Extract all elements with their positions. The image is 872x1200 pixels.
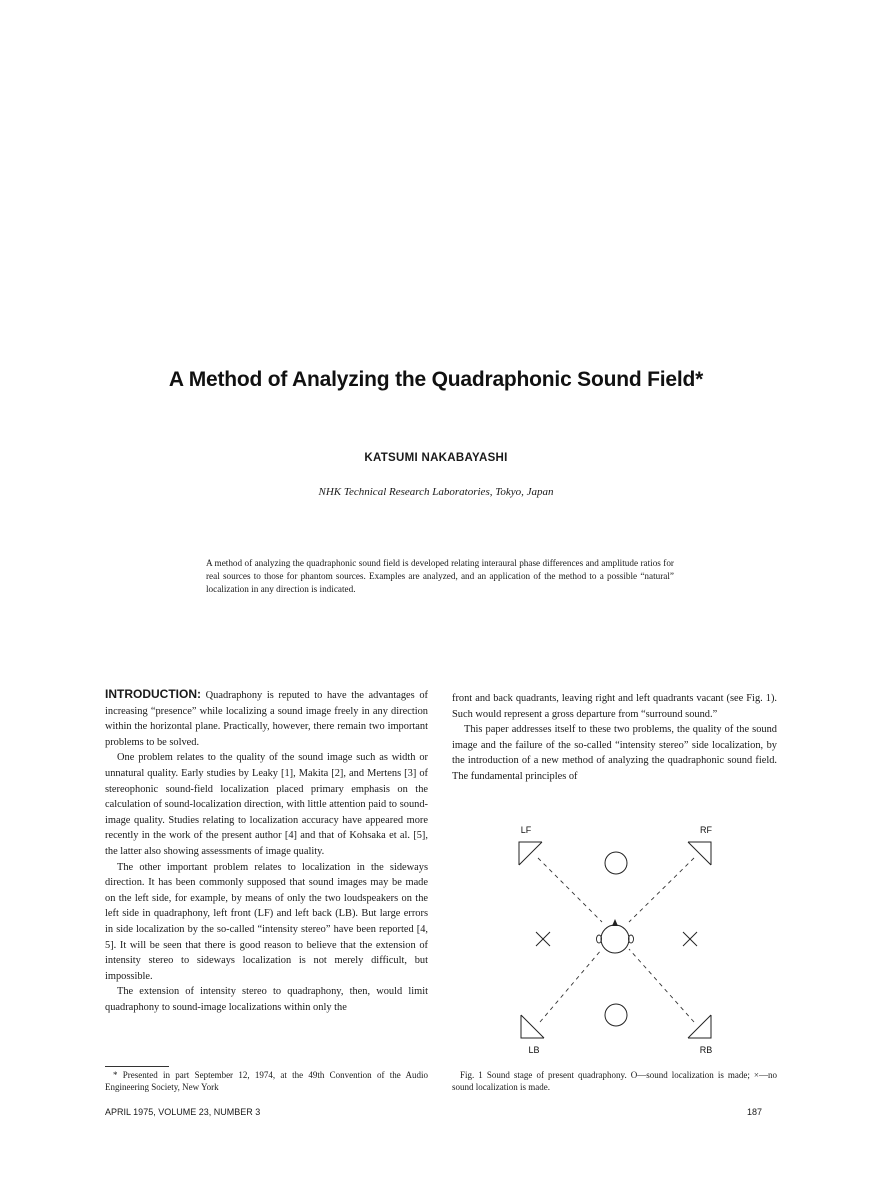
figure-caption: Fig. 1 Sound stage of present quadraphony. O—sound localization is made; ×—no sound localization is made.: [452, 1070, 777, 1092]
no-localization-x-icon: [683, 932, 697, 946]
author-name: KATSUMI NAKABAYASHI: [364, 452, 508, 464]
localization-circle-icon: [605, 852, 627, 874]
speaker-lb-icon: [521, 1015, 544, 1038]
label-lf: LF: [520, 825, 532, 835]
right-column: [452, 691, 777, 785]
figure-1-sound-stage: [498, 818, 738, 1058]
body-paragraph: front and back quadrants, leaving right and left quadrants vacant (see Fig. 1). Such would represent a gross departure from “surround sound.”: [452, 693, 777, 720]
left-column: [105, 687, 428, 1015]
speaker-lf-icon: [519, 842, 542, 865]
page-number: 187: [747, 1107, 763, 1117]
body-paragraph: This paper addresses itself to these two problems, the quality of the sound image and the failure of the so-called “intensity stereo” side localization, by the introduction of a new method of analyzing the quadraphonic sound field. The fundamental principles of: [452, 724, 777, 782]
body-paragraph: The other important problem relates to localization in the sideways direction. It has been commonly supposed that sound images may be made on the left side, for example, by means of only the two loudspeakers on the left side in quadraphony, left front (LF) and left back (LB). But large errors in side localization by the so-called “intensity stereo” have been reported [4, 5]. It will be seen that there is good reason to believe that the extension of intensity stereo to sideways localization is not merely difficult, but impossible.: [105, 861, 428, 982]
localization-circle-icon: [605, 1004, 627, 1026]
body-paragraph: The extension of intensity stereo to quadraphony, then, would limit quadraphony to sound-image localizations within only the: [105, 986, 428, 1013]
body-paragraph: One problem relates to the quality of the sound image such as width or unnatural quality. Early studies by Leaky [1], Makita [2], and Mertens [3] of stereophonic sound-field localization placed primary emphasis on the calculation of sound-localization direction, with little attention paid to sound-image quality. Studies relating to localization accuracy have appeared more recently in the work of the present author [4] and that of Kohsaka et al. [5], the latter also showing assessments of image quality.: [105, 752, 428, 857]
speaker-rf-icon: [688, 842, 711, 865]
dashed-lines: [538, 858, 694, 1022]
label-lb: LB: [528, 1045, 540, 1055]
no-localization-x-icon: [536, 932, 550, 946]
section-heading-introduction: INTRODUCTION:: [105, 687, 201, 701]
running-footer: APRIL 1975, VOLUME 23, NUMBER 3: [105, 1107, 261, 1117]
intro-text: Quadraphony is reputed to have the advantages of increasing “presence” while localizing a sound image freely in any direction within the horizontal plane. Practically, however, there remain two important problems to be solved.: [105, 690, 429, 748]
label-rf: RF: [700, 825, 712, 835]
abstract: A method of analyzing the quadraphonic sound field is developed relating interaural phase differences and amplitude ratios for real sources to those for phantom sources. Examples are analyzed, and an application of the method to a possible “natural” localization in any direction is indicated.: [206, 558, 674, 594]
footnote-rule: [105, 1066, 169, 1067]
footnote: * Presented in part September 12, 1974, at the 49th Convention of the Audio Engineering Society, New York: [105, 1070, 428, 1092]
speaker-rb-icon: [688, 1015, 711, 1038]
intro-paragraph: [105, 687, 428, 750]
author-affiliation: NHK Technical Research Laboratories, Tokyo, Japan: [318, 486, 554, 498]
paper-title: A Method of Analyzing the Quadraphonic Sound Field*: [168, 368, 704, 391]
label-rb: RB: [699, 1045, 713, 1055]
listener-head-icon: [597, 919, 634, 953]
